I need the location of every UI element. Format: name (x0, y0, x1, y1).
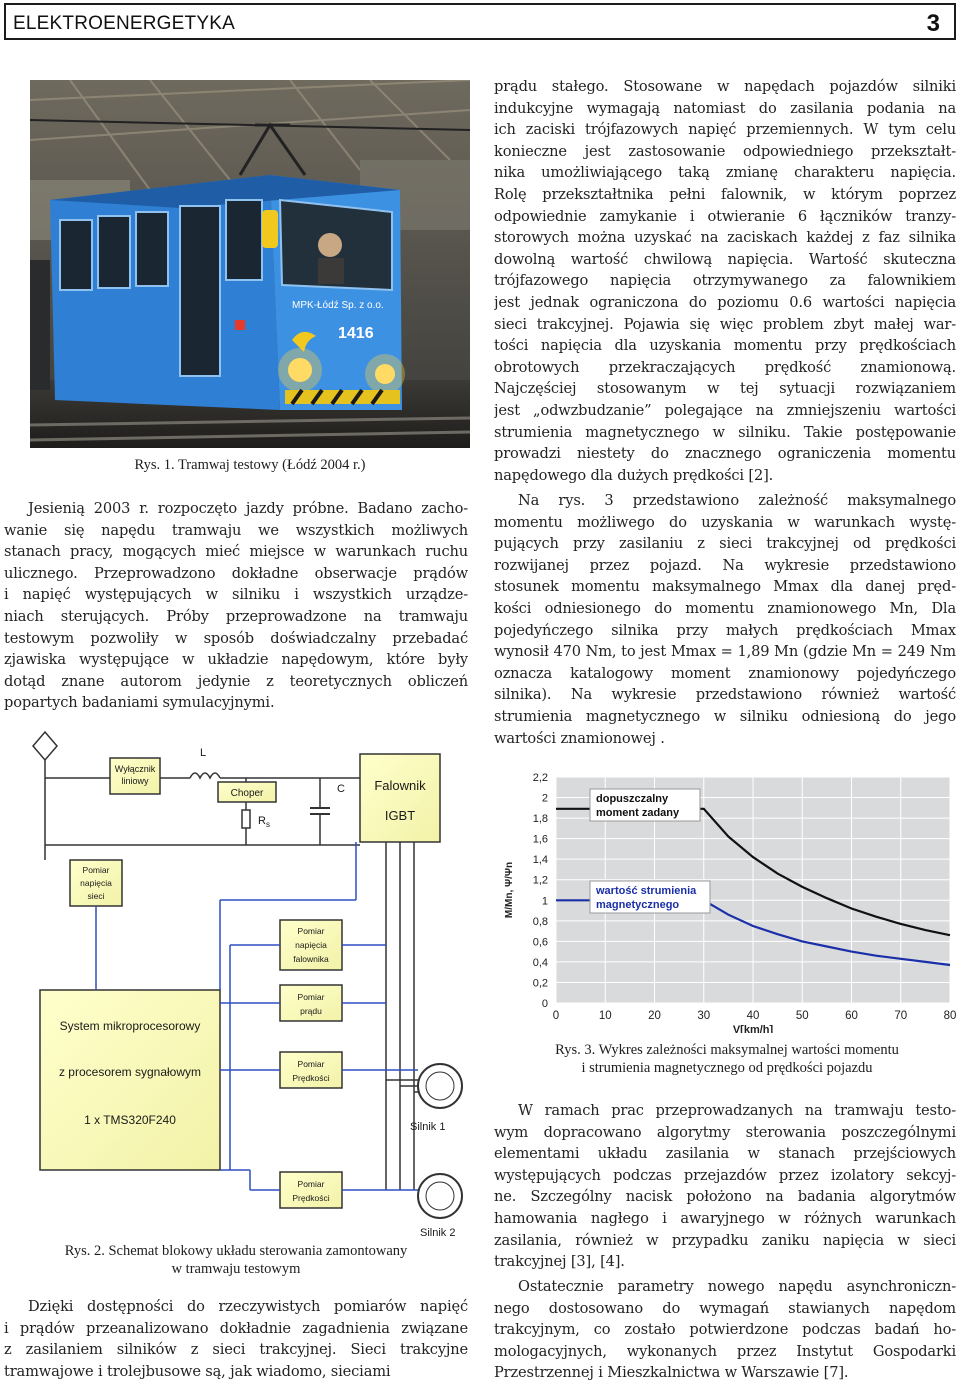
block-diagram (0, 720, 478, 1240)
text-line: wym dopracowano algorytmy sterowania poszczególnymi (494, 1123, 956, 1141)
text-line: mologacyjnych, wykonanych przez Instytut Gospodarki (494, 1342, 956, 1360)
text-line: konieczne jest zastosowanie odpowiedniego przekształt- (494, 142, 956, 160)
figure-3-caption-line-2: i strumienia magnetycznego od prędkości pojazdu (581, 1060, 873, 1076)
text-line: nego dostosowano do wymagań stawianych napędom (494, 1299, 956, 1317)
chart-y-tick: 0,4 (532, 956, 548, 969)
chart-y-label: M/Mn, Ψ/Ψn (504, 861, 515, 919)
text-line: hamowania nagłego i awaryjnego w różnych warunkach (494, 1209, 956, 1227)
figure-1-caption: Rys. 1. Tramwaj testowy (Łódź 2004 r.) (134, 457, 366, 473)
chart-y-tick: 0 (541, 998, 548, 1010)
text-line: sieci trakcyjnej. Pojawia się więc problem zbyt małej war- (494, 315, 956, 333)
diagram-pomiar-predkosci-1-label: Pomiar (297, 1059, 325, 1069)
chart-x-tick: 60 (845, 1010, 858, 1022)
diagram-falownik-label: Falownik (374, 778, 426, 793)
chart-y-tick: 0,6 (532, 936, 548, 949)
right-paragraph-3 (494, 1100, 956, 1273)
diagram-pomiar-falownika-label-3: falownika (293, 954, 329, 964)
diagram-pomiar-predkosci-2-label-2: Prędkości (292, 1193, 330, 1203)
journal-title: ELEKTROENERGETYKA (13, 13, 235, 34)
chart-y-tick: 2 (541, 792, 548, 805)
text-line: elementami układu zasilania w stanach przejściowych (494, 1145, 956, 1163)
text-line: wanie się napędu tramwaju we wszystkich możliwych (4, 521, 468, 539)
figure-3-caption-line-1: Rys. 3. Wykres zależności maksymalnej wartości momentu (555, 1042, 899, 1058)
text-line: i napięć występujących w silniku i wszystkich urządze- (4, 586, 468, 604)
text-line: Na rys. 3 przedstawiono zależność maksymalnego (518, 492, 956, 509)
text-line: Rolę przekształtnika pełni falownik, w którym poprzez (494, 185, 956, 203)
text-line: Najczęściej stosowanym w tej sytuacji rozwiązaniem (494, 380, 956, 398)
text-line: kości odniesionego do momentu znamionowego Mn, Dla (494, 599, 956, 617)
text-line: Ostatecznie parametry nowego napędu asynchroniczn- (518, 1278, 956, 1295)
left-paragraph-1 (4, 498, 468, 714)
figure-2-caption-line-2: w tramwaju testowym (171, 1261, 301, 1277)
text-line: zasilania, również w przypadku zaniku napięcia w sieci (494, 1231, 956, 1249)
diagram-inductor-label: L (200, 747, 207, 759)
text-line: ich zaciski trójfazowych napięć przemiennych. W tym celu (494, 121, 956, 139)
figure-3-caption (494, 1041, 960, 1077)
tram-side-label: MPK-Łódź Sp. z o.o. (292, 300, 384, 311)
figure-2-caption-line-1: Rys. 2. Schemat blokowy układu sterowania zamontowany (64, 1243, 408, 1259)
chart-y-tick: 0,8 (532, 915, 548, 928)
text-line: oznacza katalogowy moment znamionowy pojedyńczego (494, 664, 956, 682)
diagram-pomiar-falownika-label-2: napięcia (295, 940, 327, 950)
text-line: trakcyjnej [3], [4]. (494, 1253, 625, 1271)
figure-2-caption (26, 1242, 446, 1278)
chart-y-tick: 1,6 (532, 833, 548, 846)
text-line: ulicznego. Przeprowadzono dokładne obserwacje prądów (4, 564, 468, 582)
chart-x-tick: 10 (598, 1010, 612, 1022)
torque-flux-chart (494, 763, 960, 1033)
chart-y-tick: 1,8 (532, 813, 548, 826)
text-line: zjawiska występujące w układzie napędowym, które były (4, 651, 468, 669)
right-paragraph-4 (494, 1276, 956, 1383)
chart-legend-label: moment zadany (596, 807, 680, 819)
diagram-wylacznik-label-2: liniowy (121, 776, 149, 786)
text-line: W ramach prac przeprowadzanych na tramwaju testo- (518, 1102, 956, 1119)
text-line: stosunek momentu maksymalnego Mmax dla danej pręd- (494, 578, 956, 596)
text-line: trójfazowego napięcia otrzymywanego za falownikiem (494, 272, 956, 290)
diagram-pomiar-pradu-label-2: prądu (300, 1006, 322, 1016)
diagram-pomiar-sieci-label-3: sieci (87, 891, 105, 901)
text-line: dowolną wartość chwilową napięcia. Wartość skuteczna (494, 250, 956, 268)
page-number: 3 (926, 10, 940, 37)
tram-number: 1416 (338, 325, 374, 342)
text-line: nika umożliwiającego taką zmianę charakteru napięcia. (494, 164, 956, 182)
text-line: popartych badaniami symulacyjnymi. (4, 694, 275, 712)
chart-x-label: V[km/h] (732, 1024, 774, 1033)
diagram-resistor-label: $R_s$ (258, 815, 270, 829)
text-line: testowym pozwoliły w sposób doświadczalny przebadać (4, 629, 468, 647)
text-line: odpowiednie zamykanie i otwieranie 6 łączników tranzy- (494, 207, 956, 225)
chart-y-tick: 1,2 (532, 874, 548, 887)
diagram-pomiar-predkosci-2-label: Pomiar (297, 1179, 325, 1189)
chart-y-tick: 1,4 (532, 854, 548, 867)
diagram-pomiar-falownika-label: Pomiar (297, 926, 325, 936)
diagram-silnik-1-label: Silnik 1 (410, 1121, 446, 1133)
chart-legend-label: magnetycznego (596, 899, 680, 911)
text-line: występujących podczas przejazdów przez izolatory sekcyj- (494, 1166, 956, 1184)
right-paragraph-1 (494, 76, 956, 486)
diagram-silnik-2-label: Silnik 2 (420, 1227, 456, 1239)
text-line: strumienia magnetycznego w silniku. Takie postępowanie (494, 423, 956, 441)
text-line: pojedyńczego silnika przy małych prędkościach Mmax (494, 621, 956, 639)
diagram-wylacznik-label: Wyłącznik (114, 764, 156, 774)
chart-x-tick: 0 (552, 1010, 560, 1022)
text-line: jest „odwzbudzanie” polegające na zmniejszeniu wartości (494, 401, 956, 419)
text-line: silnika). Na wykresie przedstawiono również wartość (494, 686, 956, 704)
diagram-pomiar-predkosci-1-label-2: Prędkości (292, 1073, 330, 1083)
text-line: trakcyjnym, co zostało potwierdzone podczas badań ho- (494, 1321, 956, 1339)
right-paragraph-2 (494, 490, 956, 749)
diagram-chopper-label: Choper (230, 788, 264, 799)
diagram-pomiar-sieci-label: Pomiar (82, 865, 110, 875)
text-line: tramwajowe i trolejbusowe są, jak wiadomo, sieciami (4, 1362, 391, 1380)
text-line: dotąd znane autorom jedynie z teoretycznych obliczeń (4, 672, 468, 690)
text-line: wartości znamionowej . (494, 729, 665, 747)
diagram-pomiar-pradu-label: Pomiar (297, 992, 325, 1002)
chart-x-tick: 50 (795, 1010, 809, 1022)
text-line: prądu stałego. Stosowane w napędach pojazdów silniki (494, 78, 956, 95)
chart-x-tick: 40 (746, 1010, 760, 1022)
diagram-system-label: System mikroprocesorowy (59, 1019, 201, 1033)
chart-y-tick: 0,2 (532, 977, 548, 990)
chart-x-tick: 30 (697, 1010, 711, 1022)
left-paragraph-2 (4, 1296, 468, 1382)
diagram-pomiar-sieci-label-2: napięcia (80, 878, 112, 888)
text-line: strumienia magnetycznego w silniku odniesioną do jego (494, 707, 956, 725)
text-line: z zasilaniem silników z sieci trakcyjnej. Sieci trakcyjne (4, 1341, 468, 1359)
text-line: storowych można uzyskać na zaciskach każdej z faz silnika (494, 229, 956, 247)
text-line: Jesienią 2003 r. rozpoczęto jazdy próbne. Badano zacho- (28, 500, 468, 517)
text-line: Przestrzennej i Mieszkalnictwa w Warszawie [7]. (494, 1364, 849, 1382)
text-line: rozwijanej przez pojazd. Na wykresie przedstawiono (494, 556, 956, 574)
text-line: ne. Szczególny nacisk położono na badania algorytmów (494, 1188, 956, 1206)
text-line: prowadzi niestety do znacznego ograniczenia momentu (494, 445, 956, 463)
text-line: napędowego dla dużych prędkości [2]. (494, 466, 774, 484)
text-line: indukcyjne wymagają natomiast do zasilania podania na (494, 99, 956, 117)
text-line: tości napięcia dla uzyskania momentu przy prędkościach (494, 337, 956, 355)
chart-x-tick: 70 (894, 1010, 908, 1022)
text-line: obrotowych przekraczających prędkość znamionową. (494, 358, 956, 376)
text-line: niach sterujących. Próby przeprowadzone na tramwaju (4, 607, 468, 625)
text-line: jest jednak ograniczona do poziomu 0.6 wartości napięcia (494, 293, 956, 311)
diagram-igbt-label: IGBT (384, 808, 416, 823)
text-line: i prądów przeanalizowano dokładnie zagadnienia związane (4, 1319, 468, 1337)
diagram-capacitor-label: C (337, 783, 345, 795)
tram-photo (30, 80, 470, 448)
chart-y-tick: 2,2 (532, 772, 548, 784)
page-header (4, 3, 956, 40)
text-line: Dzięki dostępności do rzeczywistych pomiarów napięć (28, 1298, 468, 1315)
chart-x-tick: 20 (648, 1010, 661, 1022)
text-line: stanach pracy, mogących mieć miejsce w warunkach ruchu (4, 543, 468, 561)
chart-x-tick: 80 (943, 1010, 957, 1022)
chart-legend-label: dopuszczalny (596, 793, 669, 805)
text-line: pujących przy zasilaniu z sieci trakcyjnej od prędkości (494, 535, 956, 553)
text-line: wynosił 470 Nm, to jest Mmax = 1,89 Mn (gdzie Mn = 249 Nm (494, 643, 956, 661)
chart-y-tick: 1 (541, 895, 548, 908)
chart-legend-label: wartość strumienia (596, 885, 697, 897)
diagram-system-label-2: z procesorem sygnałowym (58, 1065, 202, 1079)
text-line: momentu możliwego do uzyskania w warunkach wystę- (494, 513, 956, 531)
diagram-system-label-3: 1 x TMS320F240 (84, 1113, 176, 1127)
